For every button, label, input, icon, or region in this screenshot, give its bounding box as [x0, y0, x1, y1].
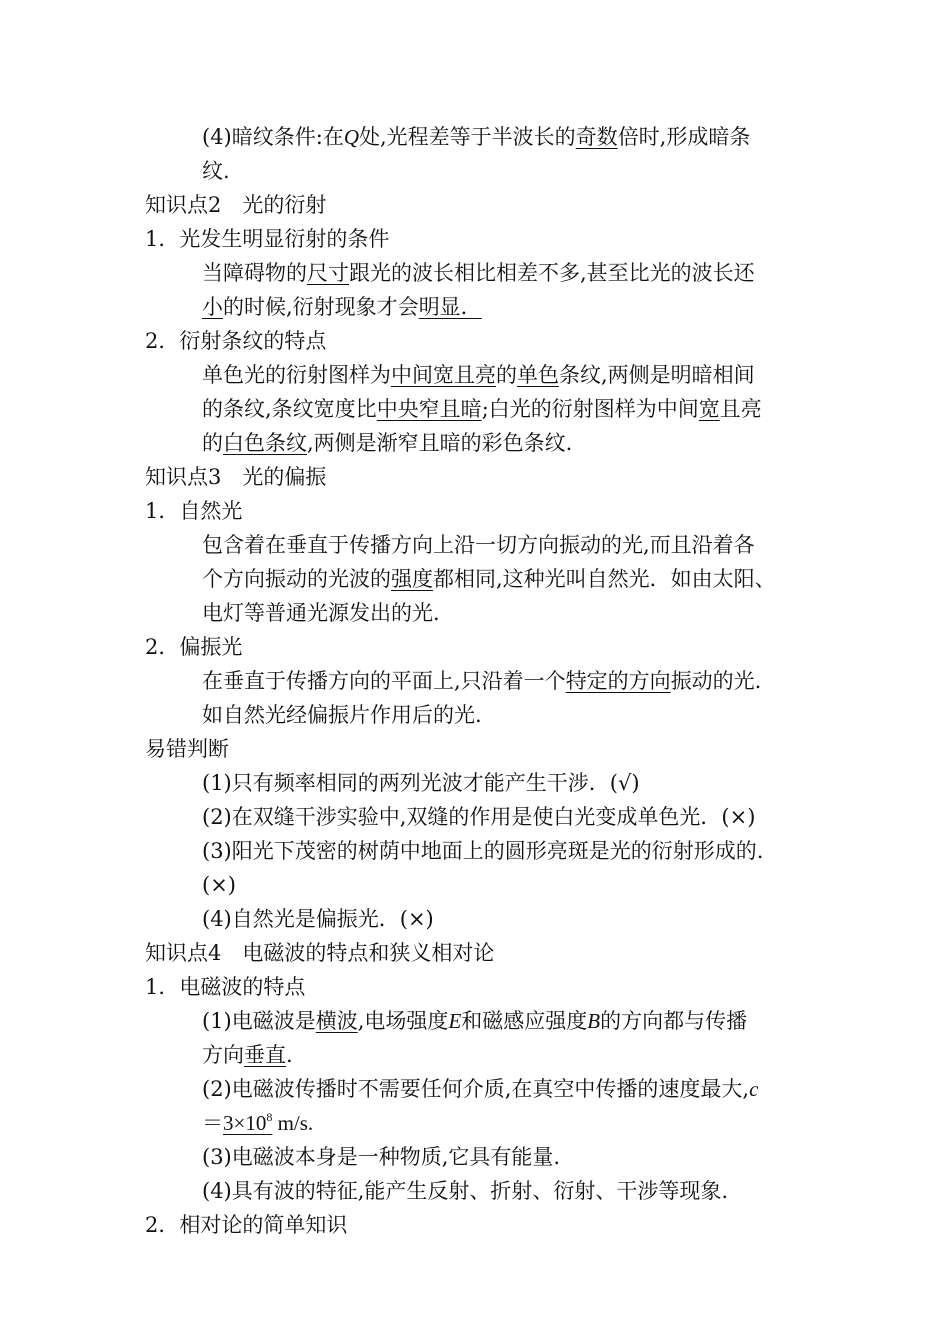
paragraph-line: (4)具有波的特征,能产生反射、折射、衍射、干涉等现象.	[202, 1179, 729, 1203]
dark-fringe-line-1: (4)暗纹条件:在Q处,光程差等于半波长的奇数倍时,形成暗条	[202, 125, 751, 149]
subheading-polarized-light: 2．偏振光	[145, 635, 243, 659]
paragraph-line: 包含着在垂直于传播方向上沿一切方向振动的光,而且沿着各	[202, 533, 755, 557]
section-heading-k4: 知识点4 电磁波的特点和狭义相对论	[145, 941, 495, 965]
section-heading-k3: 知识点3 光的偏振	[145, 465, 327, 489]
paragraph-line: (3)电磁波本身是一种物质,它具有能量.	[202, 1145, 561, 1169]
paragraph-line: 如自然光经偏振片作用后的光.	[202, 703, 482, 727]
judgement-item: (1)只有频率相同的两列光波才能产生干涉．(√)	[202, 771, 640, 795]
paragraph-line: 在垂直于传播方向的平面上,只沿着一个特定的方向振动的光.	[202, 669, 762, 693]
paragraph-line: 单色光的衍射图样为中间宽且亮的单色条纹,两侧是明暗相间	[202, 363, 755, 387]
paragraph-line: 个方向振动的光波的强度都相同,这种光叫自然光．如由太阳、	[202, 567, 776, 591]
speed-of-light-value: $3\times 10^8$	[223, 1110, 273, 1135]
paragraph-line: 当障碍物的尺寸跟光的波长相比相差不多,甚至比光的波长还	[202, 261, 755, 285]
paragraph-line: 的白色条纹,两侧是渐窄且暗的彩色条纹.	[202, 431, 573, 455]
underlined-term: 奇数	[575, 125, 618, 149]
paragraph-line: $=3\times 10^8$ m/s.	[202, 1110, 314, 1135]
subheading-natural-light: 1．自然光	[145, 499, 243, 523]
paragraph-line: 方向垂直.	[202, 1043, 293, 1067]
section-heading-k2: 知识点2 光的衍射	[145, 193, 327, 217]
section-heading-judgement: 易错判断	[145, 737, 229, 761]
paragraph-line: 的条纹,条纹宽度比中央窄且暗;白光的衍射图样为中间宽且亮	[202, 397, 762, 421]
subheading-relativity: 2．相对论的简单知识	[145, 1213, 348, 1237]
judgement-item: (2)在双缝干涉实验中,双缝的作用是使白光变成单色光．(×)	[202, 805, 756, 829]
judgement-item: (4)自然光是偏振光．(×)	[202, 907, 434, 931]
subheading-diffraction-condition: 1．光发生明显衍射的条件	[145, 227, 390, 251]
judgement-item-mark: (×)	[202, 873, 236, 897]
paragraph-line: 小的时候,衍射现象才会明显．	[202, 295, 482, 319]
dark-fringe-line-2: 纹.	[202, 159, 230, 183]
judgement-item: (3)阳光下茂密的树荫中地面上的圆形亮斑是光的衍射形成的.	[202, 839, 764, 863]
paragraph-line: (1)电磁波是横波,电场强度E和磁感应强度B的方向都与传播	[202, 1009, 748, 1033]
subheading-em-wave: 1．电磁波的特点	[145, 975, 306, 999]
paragraph-line: 电灯等普通光源发出的光.	[202, 601, 440, 625]
subheading-diffraction-fringe: 2．衍射条纹的特点	[145, 329, 327, 353]
paragraph-line: (2)电磁波传播时不需要任何介质,在真空中传播的速度最大,c	[202, 1077, 759, 1101]
